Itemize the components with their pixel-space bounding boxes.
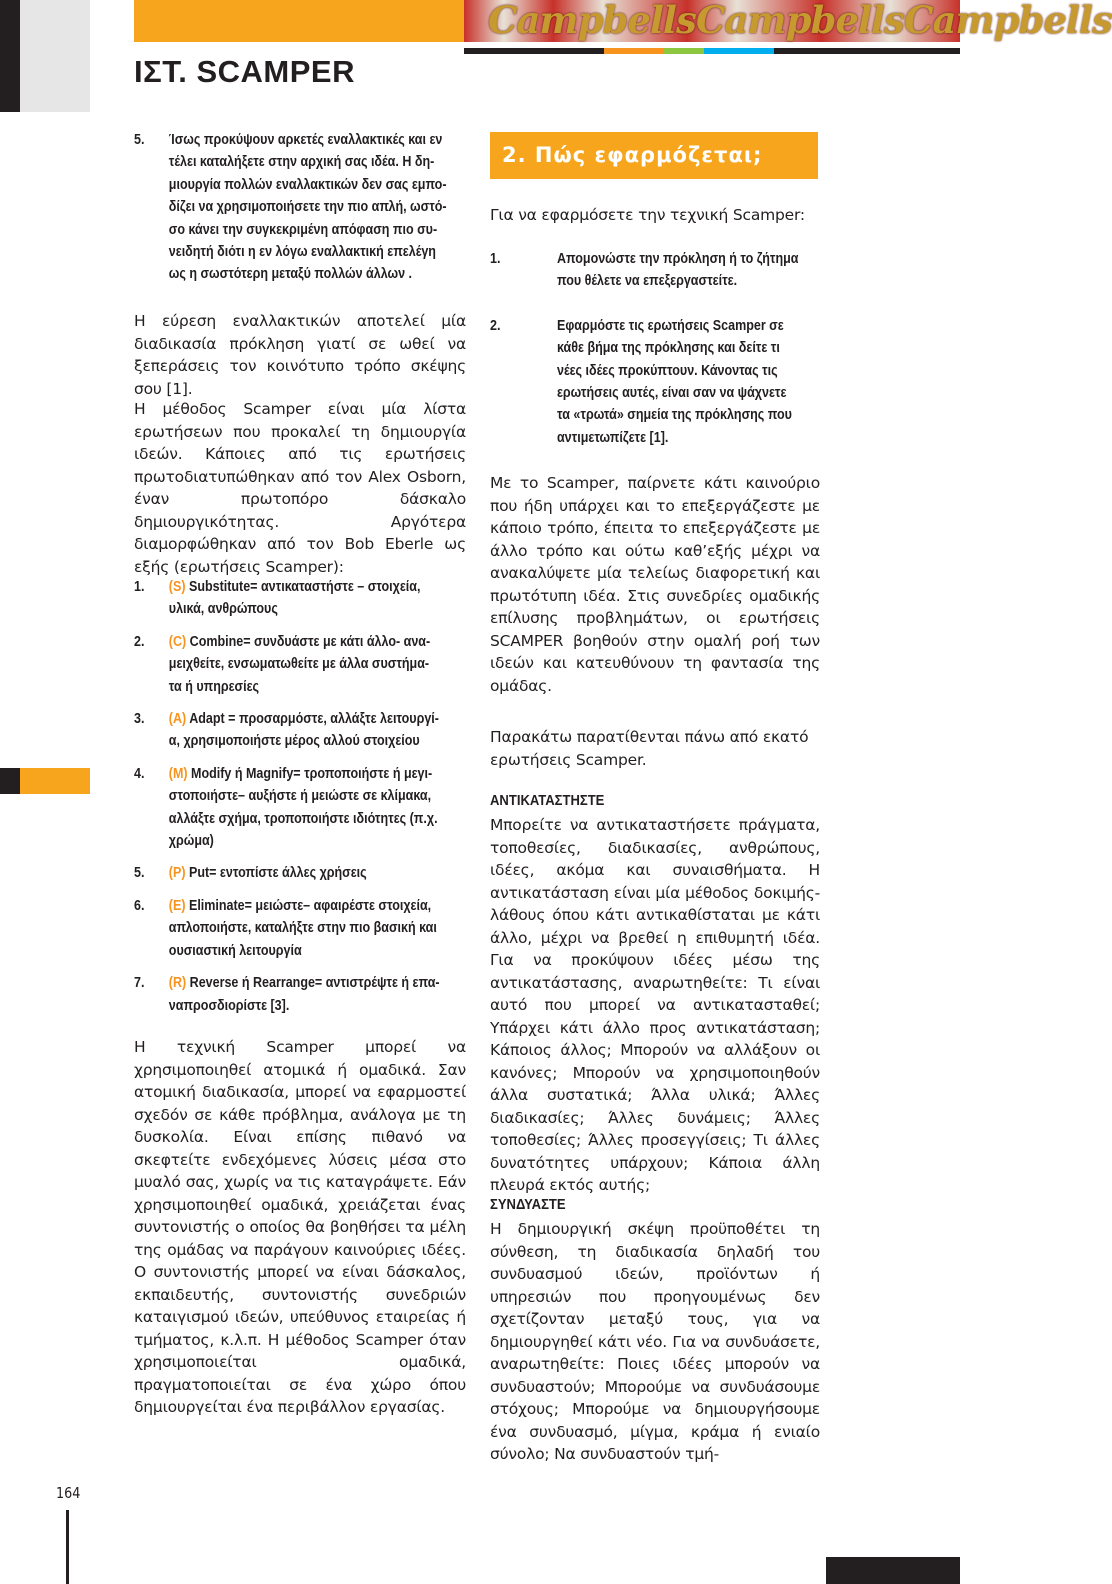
margin-marker-orange xyxy=(20,768,90,794)
list-item-number: 7. xyxy=(134,975,145,992)
list-item-line: απλοποιήστε, καταλήξτε στην πιο βασική και xyxy=(168,920,437,937)
list-item-line: στοποιήστε– αυξήστε ή μειώστε σε κλίμακα, xyxy=(168,788,432,805)
step-line: κάθε βήμα της πρόκλησης και δείτε τι xyxy=(556,340,780,357)
step-line: τα «τρωτά» σημεία της πρόκλησης που xyxy=(556,407,792,424)
footer-line xyxy=(66,1510,69,1584)
page-title: ΙΣΤ. SCAMPER xyxy=(134,54,355,89)
footer-block xyxy=(826,1557,960,1584)
step-item xyxy=(490,315,821,449)
point-5-line: νειδητή διότι η εν λόγω εναλλακτική επελέγη xyxy=(168,244,436,261)
list-item-number: 5. xyxy=(134,865,145,882)
step-line: Απομονώστε την πρόκληση ή το ζήτημα xyxy=(556,251,799,267)
list-item-letter: (S) xyxy=(168,579,186,595)
list-item-line: μειχθείτε, ενσωματωθείτε με άλλα συστήμα- xyxy=(168,656,430,673)
list-item-line: Adapt = προσαρμόστε, αλλάξτε λειτουργί- xyxy=(189,711,439,728)
list-item-line: χρώμα) xyxy=(168,833,214,850)
list-item-letter: (A) xyxy=(168,711,187,728)
header-stripe xyxy=(604,48,664,54)
header-stripe xyxy=(464,48,604,54)
list-item xyxy=(134,708,466,753)
step-line: Εφαρμόστε τις ερωτήσεις Scamper σε xyxy=(556,317,784,334)
list-item-line: Modify ή Magnify= τροποποιήστε ή μεγι- xyxy=(191,765,433,782)
scamper-list xyxy=(134,576,516,1017)
point-5-line: δίζει να χρησιμοποιήσετε την πιο απλή, ωστό- xyxy=(168,199,447,216)
list-item-line: Eliminate= μειώστε– αφαιρέστε στοιχεία, xyxy=(188,897,432,914)
point-5-line: μιουργία πολλών εναλλακτικών δεν σας εμπο- xyxy=(168,176,447,193)
paragraph: Η εύρεση εναλλακτικών αποτελεί μία διαδικασία πρόκληση γιατί σε ωθεί να ξεπεράσεις τον κοινότυπο τρόπο σκέψης σου [1]. xyxy=(134,312,466,398)
list-item-number: 2. xyxy=(134,633,145,650)
list-item-line: Reverse ή Rearrange= αντιστρέψτε ή επα- xyxy=(189,975,440,992)
step-line: αντιμετωπίζετε [1]. xyxy=(556,429,669,446)
list-item xyxy=(134,631,466,698)
point-5-line: Ίσως προκύψουν αρκετές εναλλακτικές και εν xyxy=(168,132,443,148)
step-line: νέες ιδέες προκύπτουν. Κάνοντας τις xyxy=(556,362,778,379)
step-line: που θέλετε να επεξεργαστείτε. xyxy=(556,273,738,290)
list-item-letter: (R) xyxy=(168,975,187,992)
header-orange-band xyxy=(134,0,464,42)
paragraph: Η μέθοδος Scamper είναι μία λίστα ερωτήσεων που προκαλεί τη δημιουργία ιδεών. Κάποιες από τις ερωτήσεις πρωτοδιατυπώθηκαν από τον Alex Osborn, έναν πρωτοπόρο δάσκαλο δημιουργικότητας. Αργότερα διαμορφώθηκαν από τον Bob Eberle ως εξής (ερωτήσεις Scamper): xyxy=(134,400,466,576)
point-5-line: ως η σωστότερη μεταξύ πολλών άλλων . xyxy=(168,266,413,283)
header-stripe xyxy=(774,48,960,54)
logo-text: Campbells xyxy=(696,0,904,42)
steps-list xyxy=(490,248,870,449)
list-item xyxy=(134,862,466,884)
point-5-text xyxy=(134,129,466,286)
list-item-line: αλλάξτε σχήμα, τροποποιήστε ιδιότητες (π.χ. xyxy=(168,810,438,827)
left-header-gray-block xyxy=(20,0,90,112)
header-photo xyxy=(464,0,1112,42)
list-item-letter: (M) xyxy=(168,765,188,782)
list-item xyxy=(134,972,466,1017)
header-stripe xyxy=(704,48,774,54)
step-line: ερωτήσεις αυτές, είναι σαν να ψάχνετε xyxy=(556,385,787,402)
paragraph: Μπορείτε να αντικαταστήσετε πράγματα, τοποθεσίες, διαδικασίες, ανθρώπους, ιδέες, ακόμα και συναισθήματα. Η αντικατάσταση είναι μία μέθοδος δοκιμής- λάθους όπου κάτι αντικαθίσταται με κάτι άλλο, μέχρι να βρεθεί η επιθυμητή ιδέα. Για να προκύψουν ιδέες μέσω της αντικατάστασης, αναρωτηθείτε: Τι είναι αυτό που μπορεί να αντικατασταθεί; Υπάρχει κάτι άλλο προς αντικατάσταση; Κάποιος άλλος; Μπορούν να αλλάξουν οι κανόνες; Μπορούν να χρησιμοποιηθούν άλλα συστατικά; Άλλα υλικά; Άλλες διαδικασίες; Άλλες δυνάμεις; Άλλες τοποθεσίες; Άλλες προσεγγίσεις; Τι άλλες δυνατότητες υπάρχουν; Κάποια άλλη πλευρά εκτός αυτής; xyxy=(490,816,820,1194)
section-subheading: ΣΥΝΔΥΑΣΤΕ xyxy=(490,1196,566,1213)
point-5-line: τέλει καταλήξετε στην αρχική σας ιδέα. Η δη- xyxy=(168,154,435,171)
list-item xyxy=(134,576,466,621)
step-number: 1. xyxy=(490,251,501,267)
step-number: 2. xyxy=(490,317,501,334)
list-item-line: Combine= συνδυάστε με κάτι άλλο- ανα- xyxy=(189,633,431,650)
list-item-letter: (E) xyxy=(168,897,186,914)
paragraph: Με το Scamper, παίρνετε κάτι καινούριο που ήδη υπάρχει και το επεξεργάζεστε με κάποιο τρόπο, έπειτα το επεξεργάζεστε με άλλο τρόπο και ούτω καθ’εξής μέχρι να ανακαλύψετε μία τελείως διαφορετική και πρωτότυπη ιδέα. Στις συνεδρίες ομαδικής επίλυσης προβλημάτων, οι ερωτήσεις SCAMPER βοηθούν στην ομαλή ροή των ιδεών και κατευθύνουν τη φαντασία της ομάδας. xyxy=(490,474,820,695)
list-item-line: Substitute= αντικαταστήστε – στοιχεία, xyxy=(188,579,421,595)
list-item-line: τα ή υπηρεσίες xyxy=(168,678,260,695)
list-item-number: 6. xyxy=(134,897,145,914)
list-item-line: ουσιαστική λειτουργία xyxy=(168,942,302,959)
logo-text: Campbells xyxy=(488,0,696,42)
list-item-letter: (C) xyxy=(168,633,187,650)
list-item xyxy=(134,895,466,962)
point-5-number: 5. xyxy=(134,132,145,148)
page-number: 164 xyxy=(56,1484,81,1502)
list-item-letter: (P) xyxy=(168,865,186,882)
section-subheading: ΑΝΤΙΚΑΤΑΣΤΗΣΤΕ xyxy=(490,792,605,809)
paragraph: Η δημιουργική σκέψη προϋποθέτει τη σύνθεση, τη διαδικασία δηλαδή του συνδυασμού ιδεών, προϊόντων ή υπηρεσιών που προηγουμένως δεν σχετίζονταν μεταξύ τους, για να δημιουργηθεί κάτι νέο. Για να συνδυάσετε, αναρωτηθείτε: Ποιες ιδέες μπορούν να συνδυαστούν; Μπορούμε να συνδυάσουμε στόχους; Μπορούμε να δημιουργήσουμε ένα συνδυασμό, μίγμα, κράμα ή ενιαίο σύνολο; Να συνδυαστούν τμή- xyxy=(490,1220,820,1463)
list-item-line: Put= εντοπίστε άλλες χρήσεις xyxy=(188,865,367,882)
intro-text: Για να εφαρμόσετε την τεχνική Scamper: xyxy=(490,206,805,224)
point-5-line: σο κάνει την συγκεκριμένη απόφαση πιο συ- xyxy=(168,221,438,238)
list-item xyxy=(134,763,466,853)
logo-text: Campbells xyxy=(904,0,1112,42)
list-item-number: 1. xyxy=(134,579,145,595)
list-item-number: 3. xyxy=(134,711,145,728)
paragraph: Η τεχνική Scamper μπορεί να χρησιμοποιηθεί ατομικά ή ομαδικά. Σαν ατομική διαδικασία, μπορεί να εφαρμοστεί σχεδόν σε κάθε πρόβλημα, ανάλογα με τη δυσκολία. Είναι επίσης πιθανό να σκεφτείτε ενδεχόμενες λύσεις μέσα στο μυαλό σας, χωρίς να τις καταγράψετε. Εάν χρησιμοποιηθεί ομαδικά, χρειάζεται ένας συντονιστής ο οποίος θα βοηθήσει τα μέλη της ομάδας να παράγουν καινούριες ιδέες. Ο συντονιστής μπορεί να είναι δάσκαλος, εκπαιδευτής, συντονιστής συνεδριών καταιγισμού ιδεών, υπεύθυνος εταιρείας ή τμήματος, κ.λ.π. Η μέθοδος Scamper όταν χρησιμοποιείται ομαδικά, πραγματοποιείται σε ένα χώρο όπου δημιουργείται ένα περιβάλλον εργασίας. xyxy=(134,1038,466,1416)
paragraph: Παρακάτω παρατίθενται πάνω από εκατό ερωτήσεις Scamper. xyxy=(490,728,809,769)
list-item-line: υλικά, ανθρώπους xyxy=(168,601,278,618)
list-item-line: ναπροσδιορίστε [3]. xyxy=(168,997,290,1014)
left-header-bar xyxy=(0,0,20,112)
header-stripe xyxy=(664,48,704,54)
step-item xyxy=(490,248,821,293)
list-item-line: α, χρησιμοποιήστε μέρος αλλού στοιχείου xyxy=(168,733,420,750)
list-item-number: 4. xyxy=(134,765,145,782)
point-5 xyxy=(134,129,516,286)
section-heading: 2. Πώς εφαρμόζεται; xyxy=(490,132,818,179)
margin-marker-dark xyxy=(0,768,20,794)
